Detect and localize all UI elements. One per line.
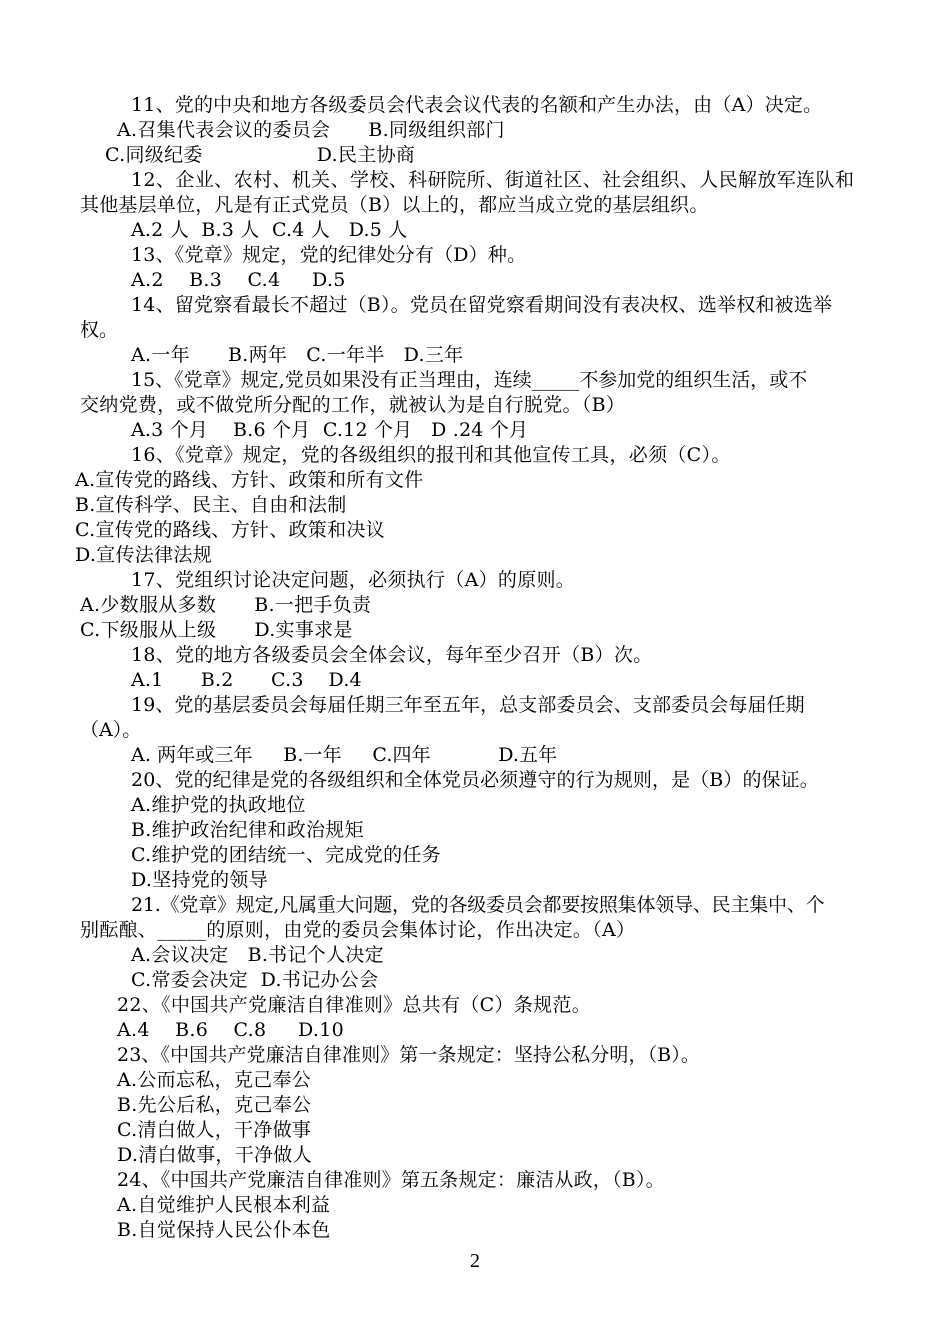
- text-line: A.自觉维护人民根本利益: [117, 1194, 331, 1216]
- text-line: （A）。: [80, 719, 142, 741]
- page-number: 2: [470, 1250, 480, 1272]
- text-line: 17、党组织讨论决定问题，必须执行（A）的原则。: [131, 569, 576, 591]
- text-line: 18、党的地方各级委员会全体会议，每年至少召开（B）次。: [131, 644, 653, 666]
- text-line: 15、《党章》规定,党员如果没有正当理由，连续_____不参加党的组织生活，或不: [131, 369, 808, 391]
- text-line: A.1 B.2 C.3 D.4: [131, 669, 362, 691]
- text-line: 16、《党章》规定，党的各级组织的报刊和其他宣传工具，必须（C）。: [131, 444, 731, 466]
- text-line: 权。: [80, 319, 119, 341]
- text-line: A.召集代表会议的委员会 B.同级组织部门: [117, 119, 505, 141]
- text-line: 别酝酿、_____的原则，由党的委员会集体讨论，作出决定。（A）: [80, 919, 636, 941]
- text-line: 20、党的纪律是党的各级组织和全体党员必须遵守的行为规则，是（B）的保证。: [131, 769, 819, 791]
- text-line: C.同级纪委 D.民主协商: [105, 144, 416, 166]
- text-line: C.下级服从上级 D.实事求是: [80, 619, 353, 641]
- text-line: A.维护党的执政地位: [131, 794, 306, 816]
- text-line: 22、《中国共产党廉洁自律准则》总共有（C）条规范。: [117, 994, 592, 1016]
- text-line: C.维护党的团结统一、完成党的任务: [131, 844, 442, 866]
- text-line: 12、企业、农村、机关、学校、科研院所、街道社区、社会组织、人民解放军连队和: [131, 169, 855, 191]
- text-line: A. 两年或三年 B.一年 C.四年 D.五年: [131, 744, 558, 766]
- text-line: A.公而忘私，克己奉公: [117, 1069, 312, 1091]
- text-line: A.宣传党的路线、方针、政策和所有文件: [75, 469, 424, 491]
- text-line: B.宣传科学、民主、自由和法制: [75, 494, 347, 516]
- text-line: B.先公后私，克己奉公: [117, 1094, 312, 1116]
- text-line: A.3 个月 B.6 个月 C.12 个月 D .24 个月: [131, 419, 529, 441]
- text-line: A.少数服从多数 B.一把手负责: [80, 594, 372, 616]
- text-line: 19、党的基层委员会每届任期三年至五年，总支部委员会、支部委员会每届任期: [131, 694, 805, 716]
- text-line: B.自觉保持人民公仆本色: [117, 1219, 331, 1241]
- text-line: A.一年 B.两年 C.一年半 D.三年: [131, 344, 464, 366]
- text-line: A.会议决定 B.书记个人决定: [131, 944, 384, 966]
- text-line: 交纳党费，或不做党所分配的工作，就被认为是自行脱党。（B）: [80, 394, 626, 416]
- text-line: 11、党的中央和地方各级委员会代表会议代表的名额和产生办法，由（A）决定。: [131, 94, 823, 116]
- text-line: 14、留党察看最长不超过（B）。党员在留党察看期间没有表决权、选举权和被选举: [131, 294, 833, 316]
- text-line: C.常委会决定 D.书记办公会: [131, 969, 379, 991]
- text-line: D.清白做事，干净做人: [117, 1144, 312, 1166]
- text-line: B.维护政治纪律和政治规矩: [131, 819, 364, 841]
- text-line: A.2 人 B.3 人 C.4 人 D.5 人: [131, 219, 408, 241]
- text-line: A.4 B.6 C.8 D.10: [117, 1019, 345, 1041]
- text-line: 24、《中国共产党廉洁自律准则》第五条规定：廉洁从政，（B）。: [117, 1169, 665, 1191]
- text-line: D.宣传法律法规: [75, 544, 212, 566]
- text-line: 21.《党章》规定,凡属重大问题，党的各级委员会都要按照集体领导、民主集中、个: [131, 894, 825, 916]
- text-line: D.坚持党的领导: [131, 869, 268, 891]
- text-line: A.2 B.3 C.4 D.5: [131, 269, 346, 291]
- text-line: 23、《中国共产党廉洁自律准则》第一条规定：坚持公私分明，（B）。: [117, 1044, 700, 1066]
- text-line: 13、《党章》规定，党的纪律处分有（D）种。: [131, 244, 527, 266]
- text-line: 其他基层单位，凡是有正式党员（B）以上的，都应当成立党的基层组织。: [80, 194, 709, 216]
- text-line: C.宣传党的路线、方针、政策和决议: [75, 519, 386, 541]
- text-line: C.清白做人，干净做事: [117, 1119, 312, 1141]
